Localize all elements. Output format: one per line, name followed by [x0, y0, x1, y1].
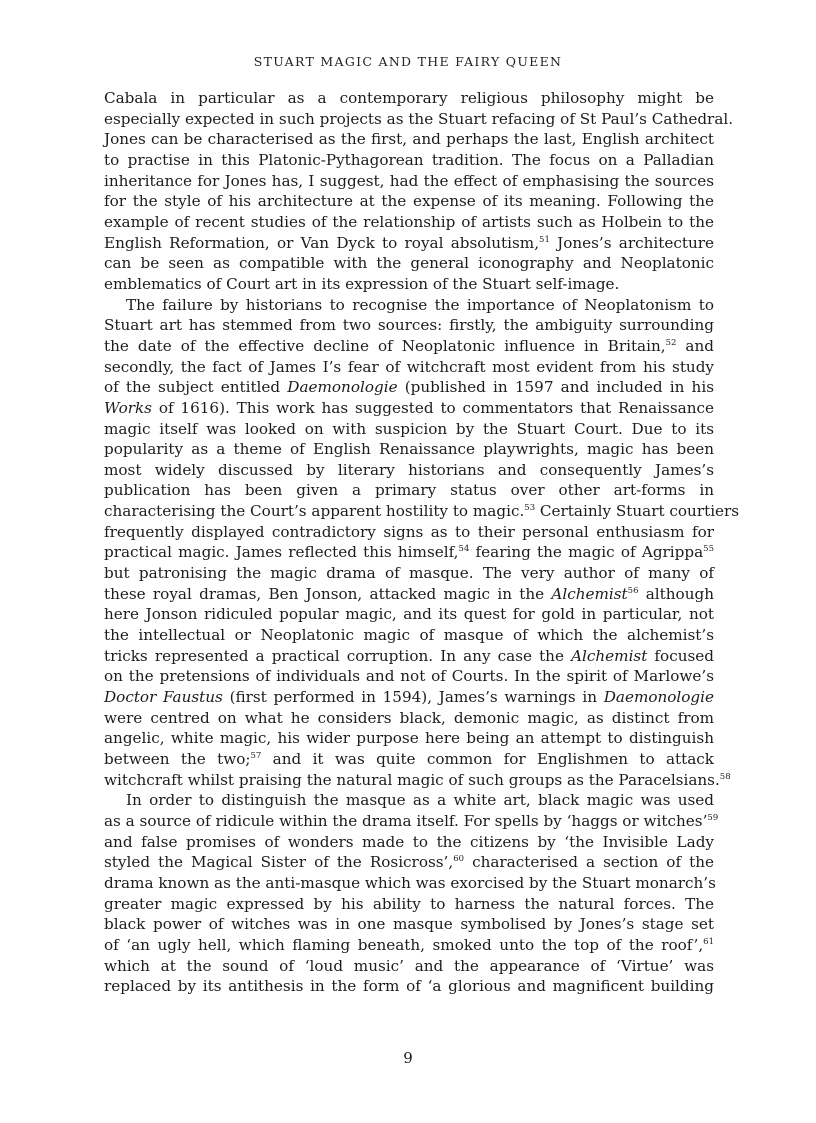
text-run: example of recent studies of the relationship of artists such as Holbein to the: [104, 212, 714, 231]
text-line: [104, 873, 714, 894]
text-line: [104, 419, 714, 440]
footnote-marker: 51: [539, 234, 550, 245]
text-run: here Jonson ridiculed popular magic, and its quest for gold in particular, not: [104, 605, 714, 624]
text-line: [104, 811, 719, 832]
text-line: [104, 315, 714, 336]
text-line: [104, 894, 714, 915]
text-run: most widely discussed by literary historians and consequently James’s: [104, 460, 714, 479]
text-line: [104, 956, 714, 977]
text-run: magic itself was looked on with suspicion by the Stuart Court. Due to its: [104, 419, 714, 438]
text-line: [104, 728, 714, 749]
text-line: [104, 501, 740, 522]
footnote-marker: 56: [627, 585, 639, 596]
text-run: Cabala in particular as a contemporary religious philosophy might be: [104, 89, 714, 107]
text-line: [104, 357, 714, 378]
text-line: [104, 336, 714, 357]
text-run: Jones’s architecture: [549, 233, 714, 252]
text-run: although: [638, 584, 714, 603]
text-run: practical magic. James reflected this himself,: [104, 543, 459, 562]
text-run: as a source of ridicule within the drama itself. For spells by ‘haggs or witches’: [104, 811, 708, 830]
text-run: replaced by its antithesis in the form of ‘a glorious and magnificent building: [104, 977, 714, 996]
text-run: to practise in this Platonic-Pythagorean tradition. The focus on a Palladian: [104, 150, 714, 169]
italic-title: Works: [104, 398, 152, 417]
text-run: inheritance for Jones has, I suggest, had the effect of emphasising the sources: [104, 171, 714, 190]
footnote-marker: 60: [453, 854, 465, 865]
text-run: black power of witches was in one masque symbolised by Jones’s stage set: [104, 915, 714, 934]
italic-title: Daemonologie: [287, 378, 398, 397]
text-line: [104, 914, 714, 935]
text-line: [104, 398, 714, 419]
running-head: STUART MAGIC AND THE FAIRY QUEEN: [253, 54, 563, 69]
text-run: were centred on what he considers black, demonic magic, as distinct from: [104, 708, 714, 727]
text-line: [104, 935, 714, 956]
text-line: [104, 439, 714, 460]
text-run: emblematics of Court art in its expression of the Stuart self-image.: [104, 274, 620, 293]
text-run: English Reformation, or Van Dyck to royal absolutism,: [104, 233, 540, 252]
text-run: popularity as a theme of English Renaissance playwrights, magic has been: [104, 440, 714, 459]
text-line: [104, 88, 714, 109]
text-line: [104, 770, 731, 791]
footnote-marker: 61: [703, 936, 714, 947]
text-run: (first performed in 1594), James’s warnings in: [222, 688, 604, 707]
footnote-marker: 55: [703, 544, 714, 555]
text-line: [104, 832, 714, 853]
text-run: Certainly Stuart courtiers: [535, 502, 740, 521]
text-line: [104, 687, 714, 708]
text-run: secondly, the fact of James I’s fear of witchcraft most evident from his study: [104, 357, 714, 376]
text-line: [104, 749, 714, 770]
text-line: [104, 852, 714, 873]
text-line: [104, 646, 714, 667]
text-run: In order to distinguish the masque as a white art, black magic was used: [126, 791, 714, 810]
text-run: publication has been given a primary status over other art-forms in: [104, 481, 714, 500]
text-line: [104, 460, 714, 481]
footnote-marker: 57: [250, 750, 262, 761]
text-line: [104, 377, 714, 398]
text-run: frequently displayed contradictory signs as to their personal enthusiasm for: [104, 522, 714, 541]
text-run: The failure by historians to recognise the importance of Neoplatonism to: [126, 295, 714, 314]
text-line: [104, 274, 714, 295]
footnote-marker: 58: [719, 771, 731, 782]
text-line: [104, 604, 714, 625]
text-run: which at the sound of ‘loud music’ and the appearance of ‘Virtue’ was: [104, 956, 714, 975]
italic-title: Alchemist: [571, 646, 648, 665]
text-line: [104, 295, 714, 316]
page-number: 9: [403, 1049, 413, 1067]
footnote-marker: 59: [707, 812, 719, 823]
body-text: [104, 88, 740, 997]
text-run: fearing the magic of Agrippa: [469, 543, 704, 562]
text-line: [104, 212, 714, 233]
text-run: between the two;: [104, 750, 251, 768]
text-run: angelic, white magic, his wider purpose here being an attempt to distinguish: [104, 729, 714, 748]
text-line: [104, 708, 714, 729]
text-line: [104, 563, 714, 584]
text-run: focused: [647, 646, 714, 665]
text-run: witchcraft whilst praising the natural magic of such groups as the Paracelsians.: [104, 770, 720, 789]
text-run: the intellectual or Neoplatonic magic of masque of which the alchemist’s: [104, 626, 714, 645]
text-run: (published in 1597 and included in his: [397, 378, 714, 397]
text-run: Jones can be characterised as the first, and perhaps the last, English architect: [104, 130, 714, 149]
text-run: and: [676, 336, 714, 355]
italic-title: Alchemist: [551, 584, 628, 603]
text-run: of ‘an ugly hell, which flaming beneath, smoked unto the top of the roof’,: [104, 935, 704, 954]
footnote-marker: 53: [524, 503, 536, 514]
text-line: [104, 150, 714, 171]
text-line: [104, 191, 714, 212]
text-line: [104, 233, 714, 254]
text-run: these royal dramas, Ben Jonson, attacked magic in the: [104, 584, 552, 603]
text-line: [104, 171, 714, 192]
text-line: [104, 976, 714, 997]
text-line: [104, 480, 714, 501]
text-run: styled the Magical Sister of the Rosicross’,: [104, 853, 454, 872]
text-run: of the subject entitled: [104, 378, 288, 397]
footnote-marker: 52: [665, 337, 677, 348]
footnote-marker: 54: [458, 544, 470, 555]
text-run: for the style of his architecture at the expense of its meaning. Following the: [104, 192, 714, 211]
italic-title: Doctor Faustus: [104, 688, 223, 707]
italic-title: Daemonologie: [603, 688, 714, 707]
text-run: and it was quite common for Englishmen to attack: [261, 750, 714, 768]
text-run: and false promises of wonders made to the citizens by ‘the Invisible Lady: [104, 832, 714, 851]
text-run: Stuart art has stemmed from two sources: firstly, the ambiguity surrounding: [104, 316, 714, 335]
text-run: but patronising the magic drama of masque. The very author of many of: [104, 564, 714, 583]
text-run: on the pretensions of individuals and not of Courts. In the spirit of Marlowe’s: [104, 667, 714, 686]
text-run: drama known as the anti-masque which was exorcised by the Stuart monarch’s: [104, 873, 716, 892]
text-line: [104, 253, 714, 274]
text-run: especially expected in such projects as the Stuart refacing of St Paul’s Cathedral.: [104, 109, 734, 128]
text-run: can be seen as compatible with the general iconography and Neoplatonic: [104, 254, 714, 273]
text-line: [104, 584, 714, 605]
text-run: tricks represented a practical corruption. In any case the: [104, 646, 572, 665]
text-run: greater magic expressed by his ability to harness the natural forces. The: [104, 894, 714, 913]
text-run: the date of the effective decline of Neoplatonic influence in Britain,: [104, 336, 666, 355]
text-line: [104, 790, 714, 811]
text-run: characterised a section of the: [464, 853, 714, 872]
text-run: of 1616). This work has suggested to commentators that Renaissance: [151, 398, 714, 417]
text-line: [104, 109, 734, 130]
text-line: [104, 129, 714, 150]
text-run: characterising the Court’s apparent hostility to magic.: [104, 502, 525, 521]
text-line: [104, 522, 714, 543]
text-line: [104, 542, 714, 563]
text-line: [104, 625, 714, 646]
text-line: [104, 666, 714, 687]
